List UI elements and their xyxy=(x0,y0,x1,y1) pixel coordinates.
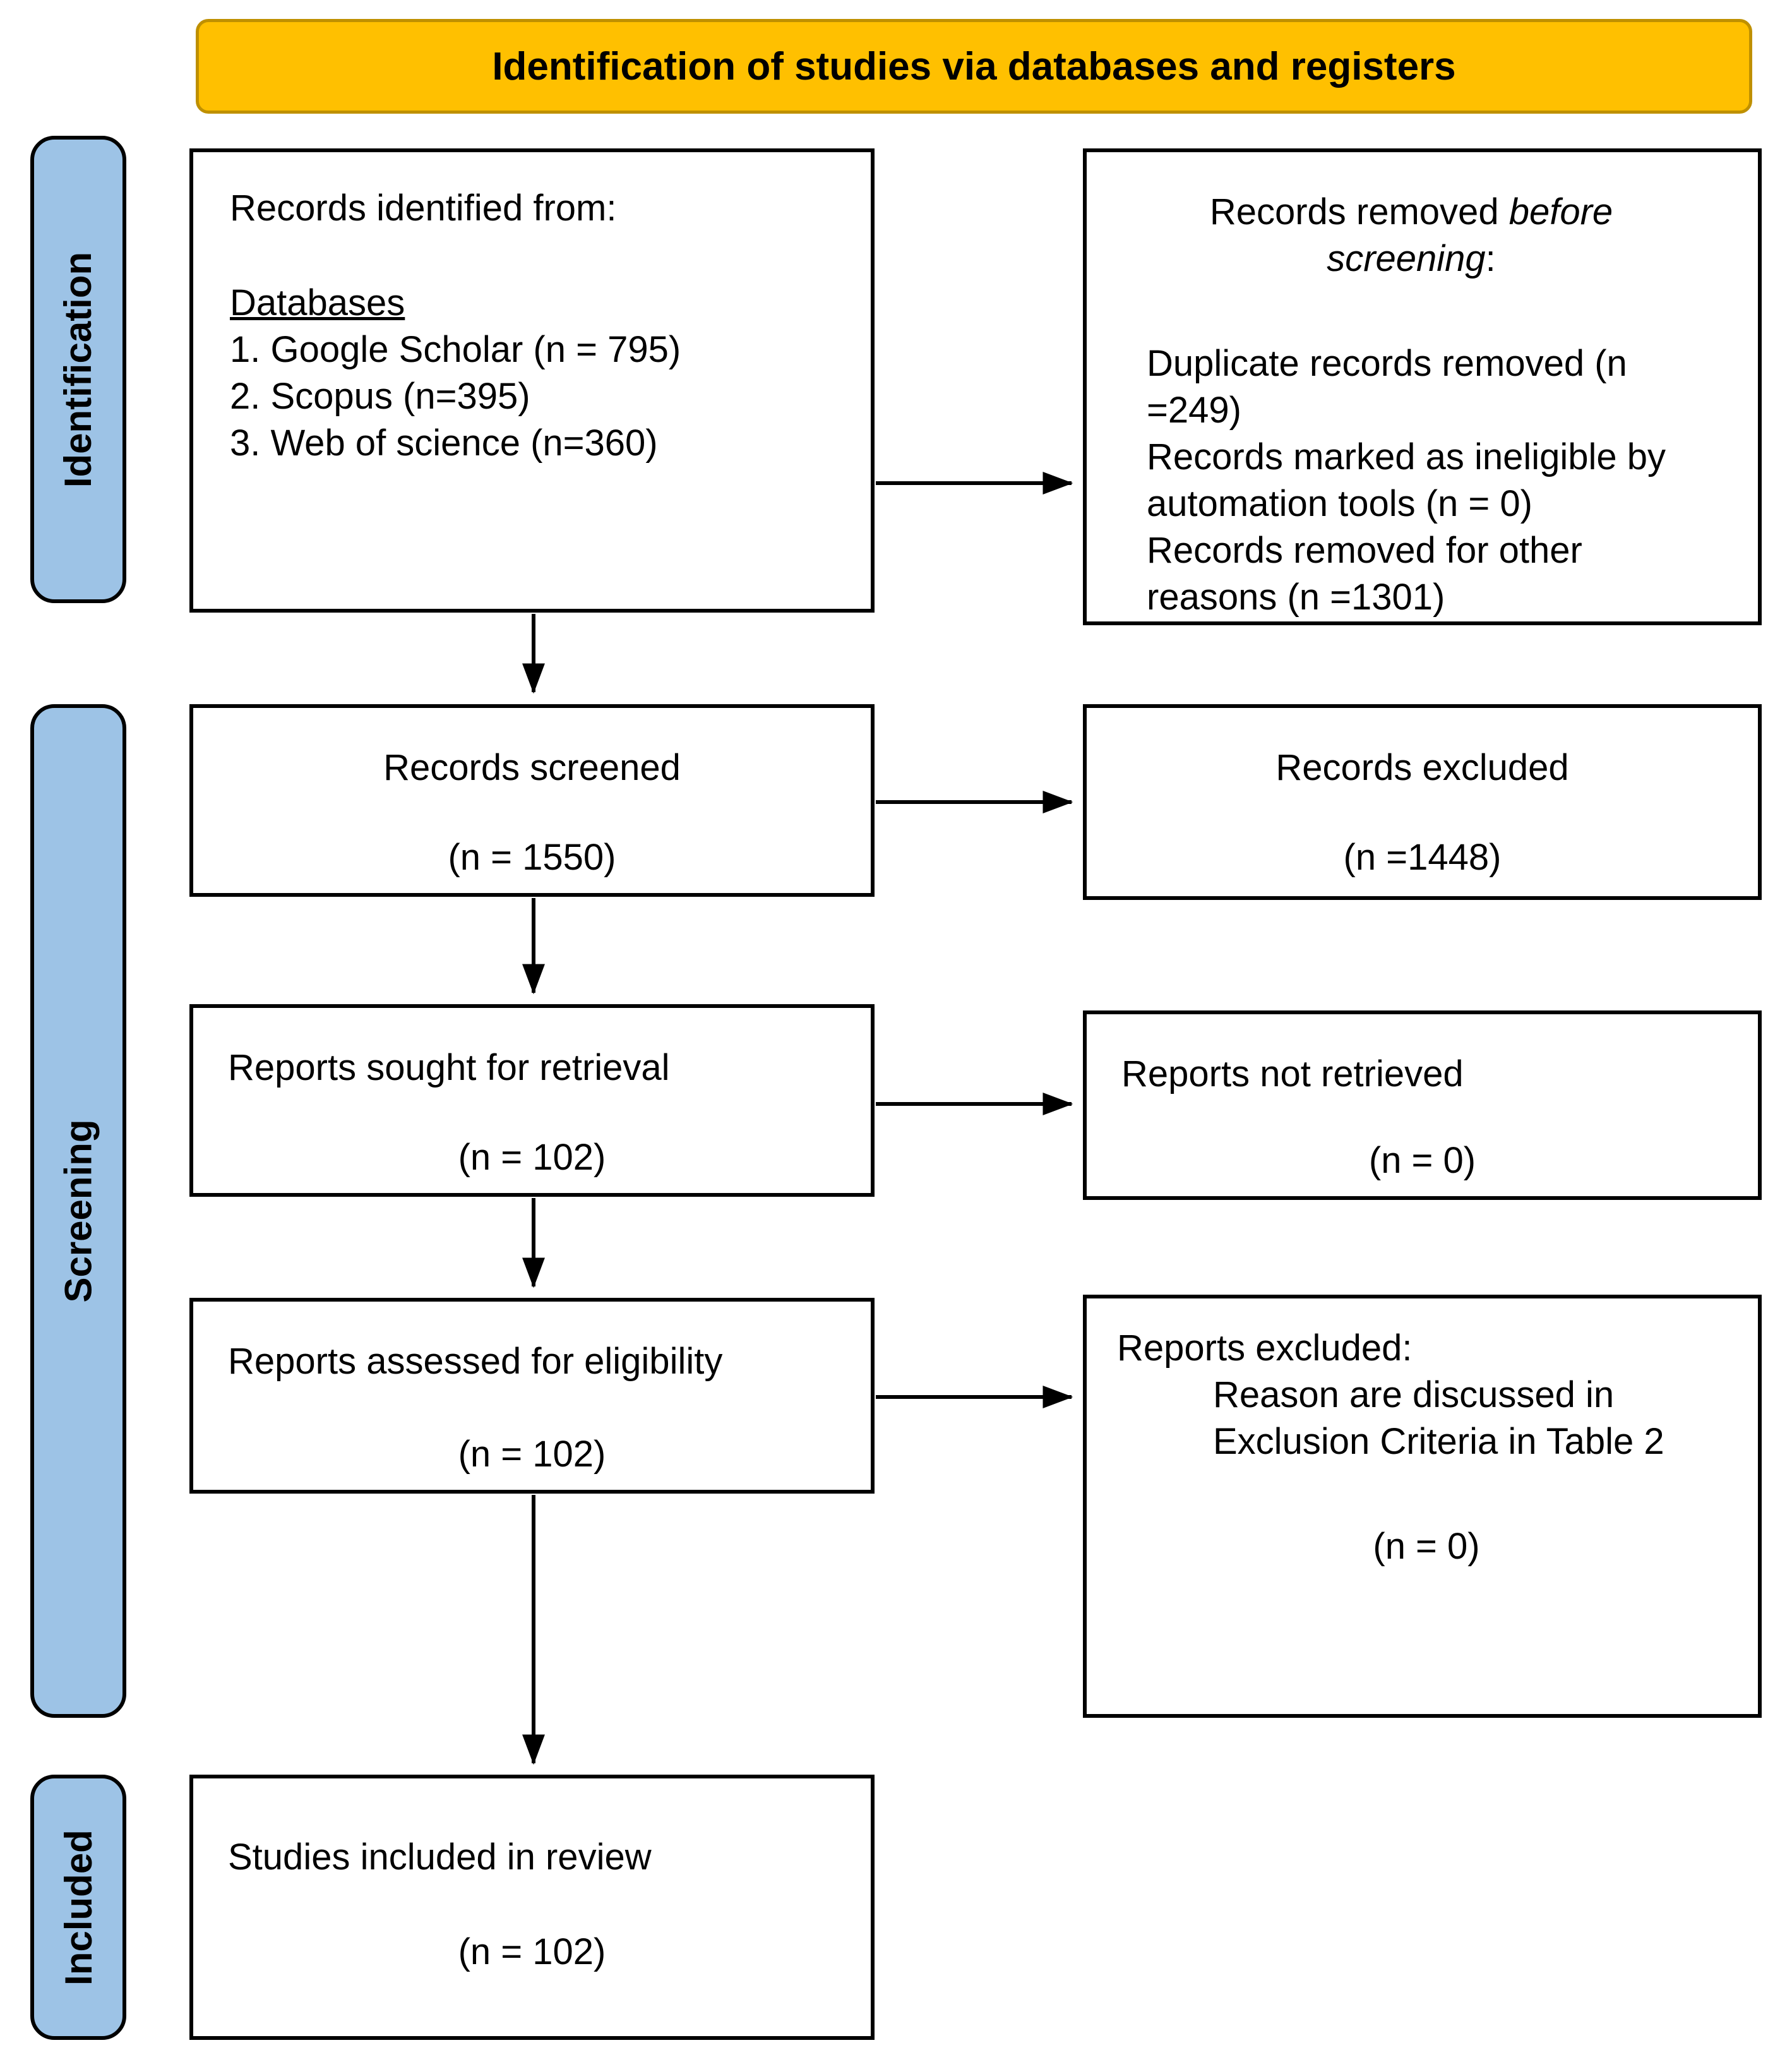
records-removed-item: Duplicate records removed (n =249) xyxy=(1147,343,1627,431)
studies-included-count: (n = 102) xyxy=(458,1931,606,1972)
stage-bar-identification xyxy=(30,136,126,603)
reports-sought-count: (n = 102) xyxy=(458,1137,606,1178)
banner-title xyxy=(196,19,1752,114)
studies-included-label: Studies included in review xyxy=(228,1837,652,1878)
box-reports-sought xyxy=(189,1004,875,1197)
records-removed-item: Records removed for other reasons (n =1301) xyxy=(1147,530,1582,618)
records-identified-subheading: Databases xyxy=(230,282,405,323)
reports-excluded-count: (n = 0) xyxy=(1373,1526,1480,1567)
records-screened-label: Records screened xyxy=(383,747,681,788)
reports-excluded-label: Reports excluded: xyxy=(1117,1328,1413,1369)
box-studies-included xyxy=(189,1775,875,2040)
records-removed-title-plain: Records removed xyxy=(1209,191,1509,232)
records-identified-item: 2. Scopus (n=395) xyxy=(230,376,530,417)
reports-excluded-reason: Reason are discussed in Exclusion Criteria in Table 2 xyxy=(1213,1374,1664,1462)
records-removed-title-italic: before screening xyxy=(1327,191,1613,279)
reports-not-retrieved-count: (n = 0) xyxy=(1368,1140,1476,1181)
reports-sought-label: Reports sought for retrieval xyxy=(228,1047,670,1088)
stage-label-identification: Identification xyxy=(57,251,100,488)
records-removed-item: Records marked as ineligible by automation tools (n = 0) xyxy=(1147,436,1666,524)
records-excluded-count: (n =1448) xyxy=(1343,837,1502,878)
records-removed-title-suffix: : xyxy=(1485,238,1496,279)
stage-bar-screening xyxy=(30,704,126,1718)
reports-assessed-label: Reports assessed for eligibility xyxy=(228,1341,723,1382)
box-reports-not-retrieved xyxy=(1083,1010,1762,1200)
reports-not-retrieved-label: Reports not retrieved xyxy=(1121,1053,1464,1094)
stage-label-screening: Screening xyxy=(57,1119,100,1303)
box-reports-assessed xyxy=(189,1298,875,1494)
stage-bar-included xyxy=(30,1775,126,2040)
box-records-removed xyxy=(1083,148,1762,625)
reports-assessed-count: (n = 102) xyxy=(458,1434,606,1475)
stage-label-included: Included xyxy=(57,1829,100,1986)
records-excluded-label: Records excluded xyxy=(1275,747,1569,788)
records-identified-item: 3. Web of science (n=360) xyxy=(230,423,658,464)
box-records-screened xyxy=(189,704,875,897)
box-records-excluded xyxy=(1083,704,1762,900)
box-reports-excluded xyxy=(1083,1295,1762,1718)
records-identified-item: 1. Google Scholar (n = 795) xyxy=(230,329,681,370)
records-screened-count: (n = 1550) xyxy=(448,837,616,878)
records-removed-title xyxy=(1165,189,1658,282)
box-records-identified xyxy=(189,148,875,613)
records-identified-title: Records identified from: xyxy=(230,188,617,229)
banner-title-text: Identification of studies via databases and registers xyxy=(492,44,1456,88)
